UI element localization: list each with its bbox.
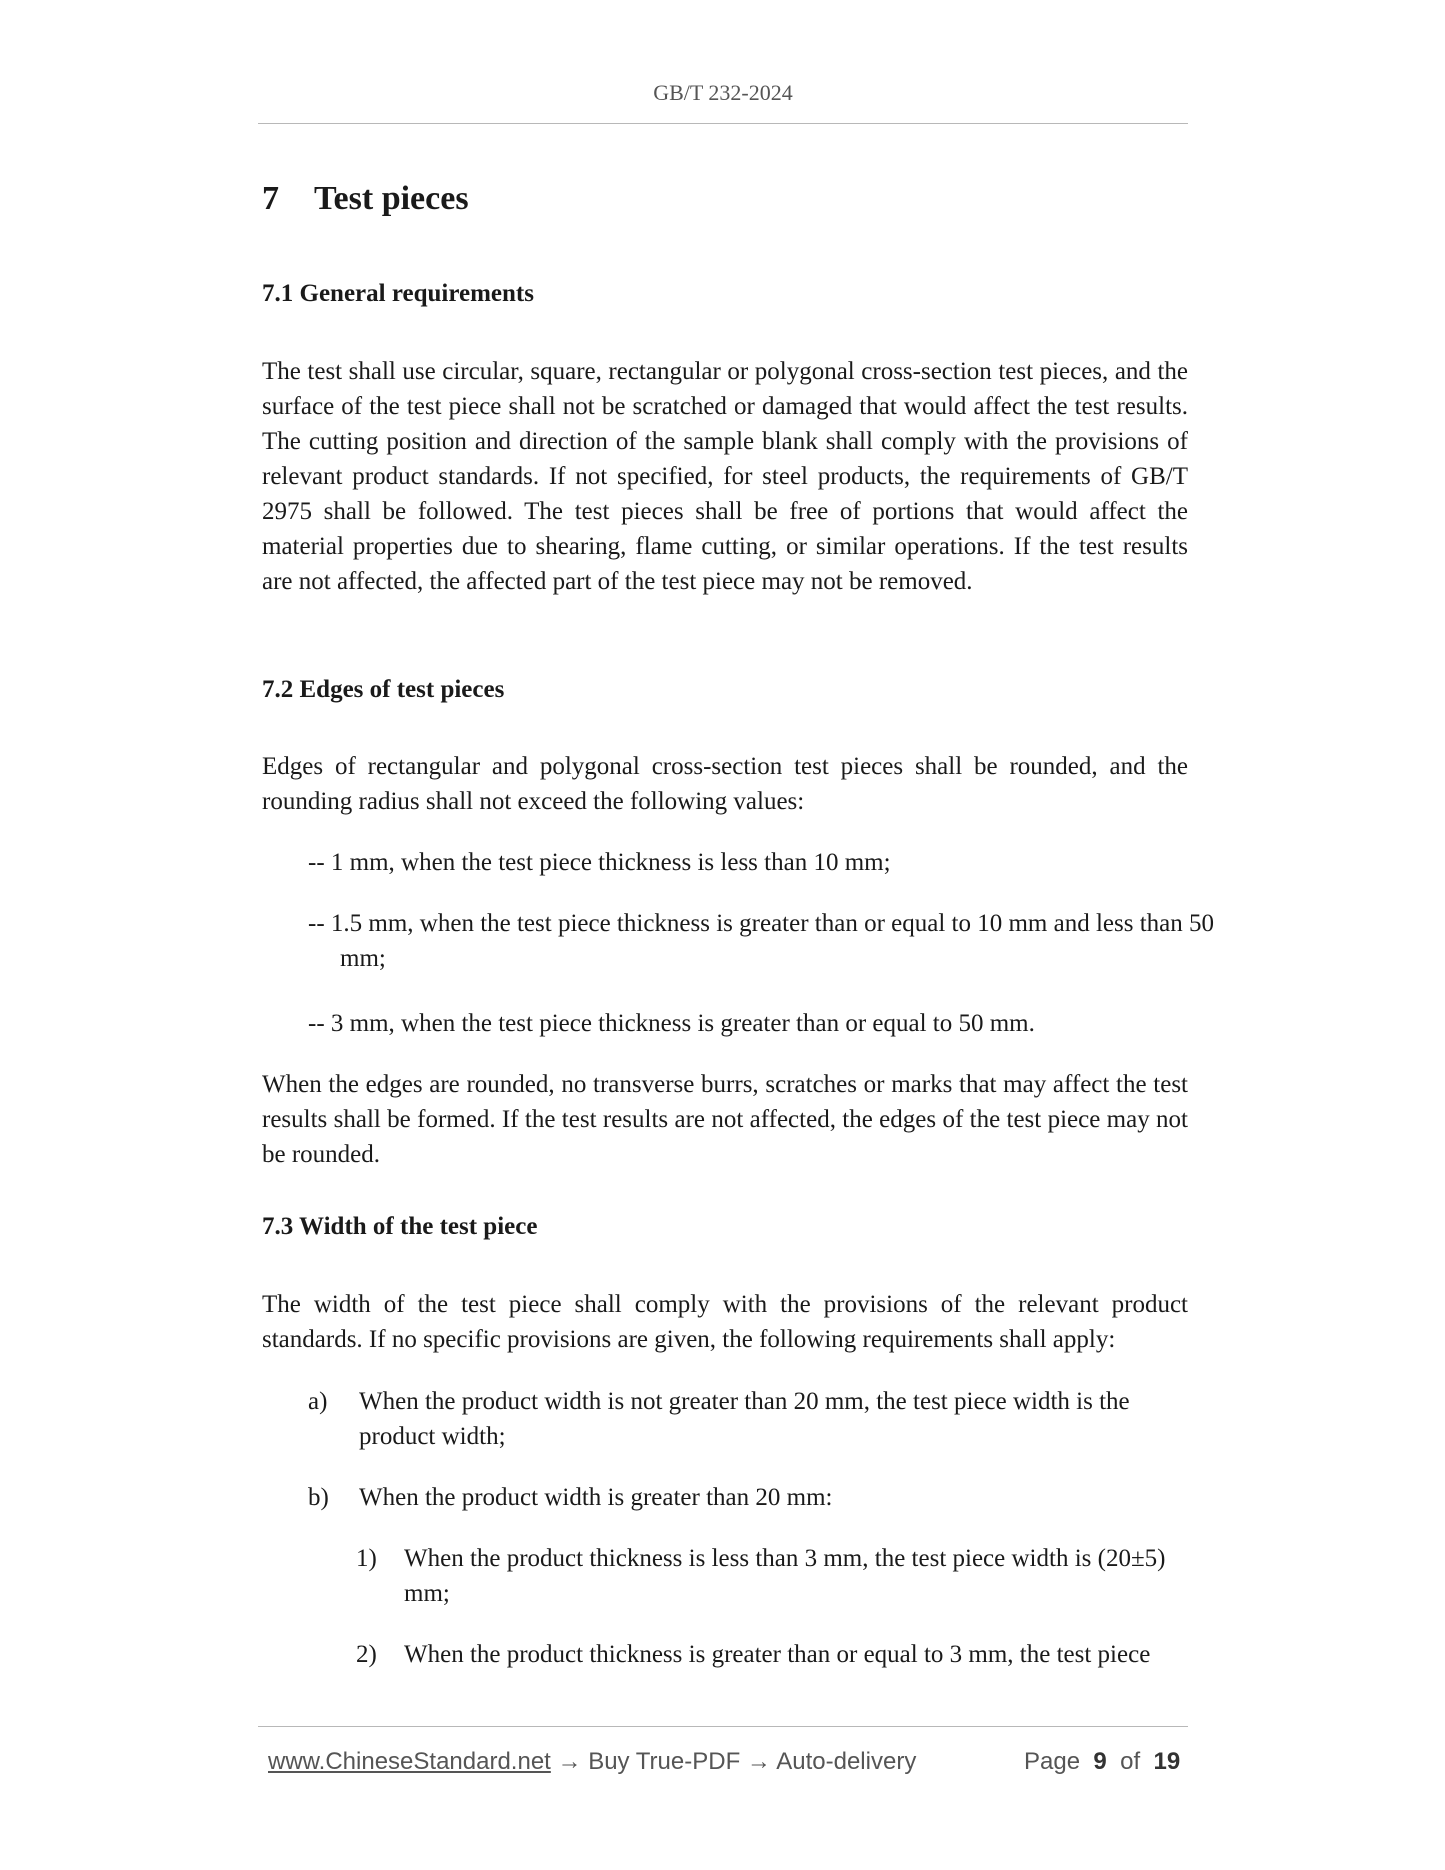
subsection-7-3-heading: 7.3 Width of the test piece — [262, 1213, 538, 1240]
section-7-heading — [262, 180, 469, 218]
subsection-7-1-body: The test shall use circular, square, rectangular or polygonal cross-section test pieces, and the surface of the test piece shall not be scratched or damaged that would affect the test results. The cutting position and direction of the sample blank shall comply with the provisions of relevant product standards. If not specified, for steel products, the requirements of GB/T 2975 shall be followed. The test pieces shall be free of portions that would affect the material properties due to shearing, flame cutting, or similar operations. If the test results are not affected, the affected part of the test piece may not be removed. — [262, 358, 1188, 595]
page-total: 19 — [1153, 1748, 1181, 1775]
website-link[interactable]: www.ChineseStandard.net — [268, 1748, 551, 1775]
arrow-icon: → — [557, 1748, 582, 1775]
header-divider — [258, 123, 1188, 124]
list-item — [308, 1384, 1188, 1454]
list-item-text: When the product width is greater than 20 mm: — [359, 1484, 833, 1511]
sub-list-item-text: When the product thickness is greater than or equal to 3 mm, the test piece — [404, 1641, 1151, 1668]
sub-list-item-label: 2) — [356, 1641, 377, 1668]
page-current: 9 — [1093, 1748, 1107, 1775]
sub-list-item-label: 1) — [356, 1545, 377, 1572]
dash-list-item: -- 1.5 mm, when the test piece thickness is greater than or equal to 10 mm and less than 50 mm; — [308, 910, 1215, 972]
sub-list-item-text: When the product thickness is less than 3 mm, the test piece width is (20±5) mm; — [404, 1545, 1166, 1607]
subsection-7-2-closing: When the edges are rounded, no transverse burrs, scratches or marks that may affect the test results shall be formed. If the test results are not affected, the edges of the test piece may not be rounded. — [262, 1071, 1188, 1168]
page-header-doc-id: GB/T 232-2024 — [653, 80, 793, 105]
section-title: Test pieces — [314, 180, 469, 217]
sub-list-item — [356, 1541, 1198, 1611]
subsection-7-2-intro: Edges of rectangular and polygonal cross-section test pieces shall be rounded, and the rounding radius shall not exceed the following values: — [262, 753, 1188, 815]
of-word: of — [1120, 1748, 1141, 1775]
subsection-7-1-heading: 7.1 General requirements — [262, 280, 534, 307]
buy-pdf-text: Buy True-PDF — [588, 1748, 741, 1775]
sub-list-item — [356, 1637, 1198, 1672]
section-number: 7 — [262, 180, 279, 217]
subsection-7-3-intro: The width of the test piece shall comply with the provisions of the relevant product standards. If no specific provisions are given, the following requirements shall apply: — [262, 1291, 1188, 1353]
dash-list-item: -- 1 mm, when the test piece thickness is less than 10 mm; — [308, 849, 891, 876]
auto-delivery-text: Auto-delivery — [776, 1748, 917, 1775]
list-item-label: a) — [308, 1388, 328, 1415]
page-word: Page — [1024, 1748, 1081, 1775]
footer-promo — [268, 1748, 916, 1776]
list-item-text: When the product width is not greater than 20 mm, the test piece width is the product width; — [359, 1388, 1130, 1450]
list-item-label: b) — [308, 1484, 329, 1511]
page-number — [1024, 1748, 1180, 1776]
dash-list-item: -- 3 mm, when the test piece thickness is greater than or equal to 50 mm. — [308, 1010, 1035, 1037]
list-item — [308, 1480, 1188, 1515]
subsection-7-2-heading: 7.2 Edges of test pieces — [262, 676, 505, 703]
arrow-icon: → — [746, 1748, 771, 1775]
footer-divider — [258, 1726, 1188, 1727]
